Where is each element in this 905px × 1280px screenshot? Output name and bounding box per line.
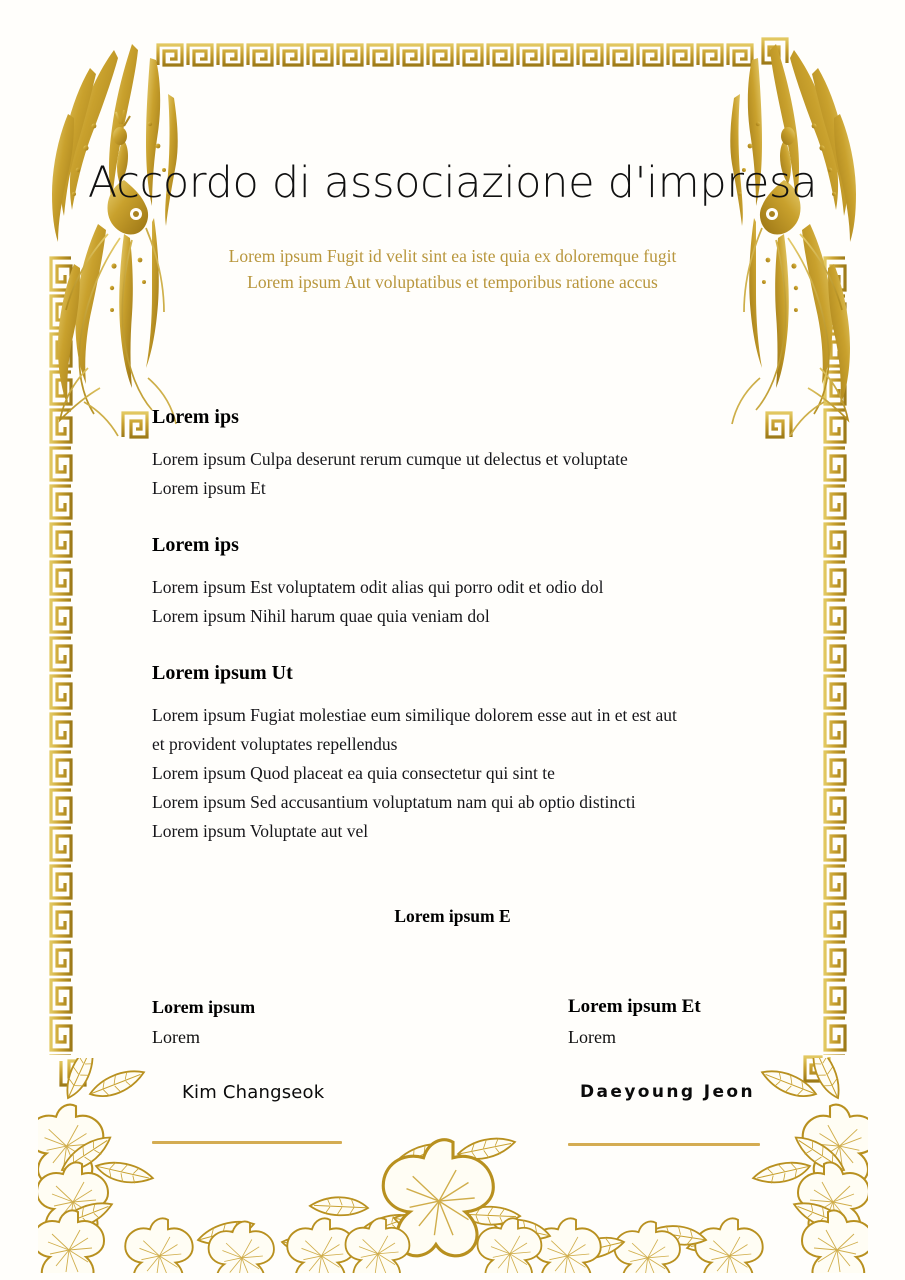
section-3 — [152, 661, 792, 846]
document-subtitle — [0, 243, 905, 295]
subtitle-line-1: Lorem ipsum Fugit id velit sint ea iste quia ex doloremque fugit — [228, 246, 677, 266]
signature-right-role: Lorem ipsum Et — [568, 996, 701, 1017]
signature-block-right — [568, 996, 868, 1102]
section-2-heading: Lorem ips — [152, 534, 239, 556]
section-3-line-4: Lorem ipsum Sed accusantium voluptatum nam qui ab optio distincti — [152, 792, 636, 812]
section-2 — [152, 533, 792, 631]
section-1-heading: Lorem ips — [152, 406, 239, 428]
signature-line-right — [568, 1143, 760, 1146]
document-title: Accordo di associazione d'impresa — [87, 158, 818, 208]
section-1-line-1: Lorem ipsum Culpa deserunt rerum cumque ut delectus et voluptate — [152, 449, 628, 469]
signature-left-subtitle: Lorem — [152, 1027, 200, 1047]
subtitle-line-2: Lorem ipsum Aut voluptatibus et temporibus ratione accus — [247, 272, 658, 292]
section-2-line-1: Lorem ipsum Est voluptatem odit alias qui porro odit et odio dol — [152, 577, 604, 597]
section-3-line-3: Lorem ipsum Quod placeat ea quia consectetur qui sint te — [152, 763, 555, 783]
signature-left-name: Kim Changseok — [182, 1082, 325, 1103]
signature-line-left — [152, 1141, 342, 1144]
section-3-line-2: et provident voluptates repellendus — [152, 734, 398, 754]
section-2-line-2: Lorem ipsum Nihil harum quae quia veniam dol — [152, 606, 490, 626]
section-3-heading: Lorem ipsum Ut — [152, 662, 293, 684]
section-1 — [152, 405, 792, 503]
signature-right-name: Daeyoung Jeon — [580, 1082, 756, 1102]
document-body — [152, 405, 792, 876]
section-1-line-2: Lorem ipsum Et — [152, 478, 266, 498]
section-3-line-1: Lorem ipsum Fugiat molestiae eum similique dolorem esse aut in et est aut — [152, 705, 677, 725]
center-note: Lorem ipsum E — [394, 906, 511, 926]
signature-block-left — [152, 996, 452, 1103]
signature-right-subtitle: Lorem — [568, 1027, 616, 1047]
signature-area — [0, 996, 905, 1156]
section-3-line-5: Lorem ipsum Voluptate aut vel — [152, 821, 369, 841]
signature-left-role: Lorem ipsum — [152, 997, 256, 1017]
